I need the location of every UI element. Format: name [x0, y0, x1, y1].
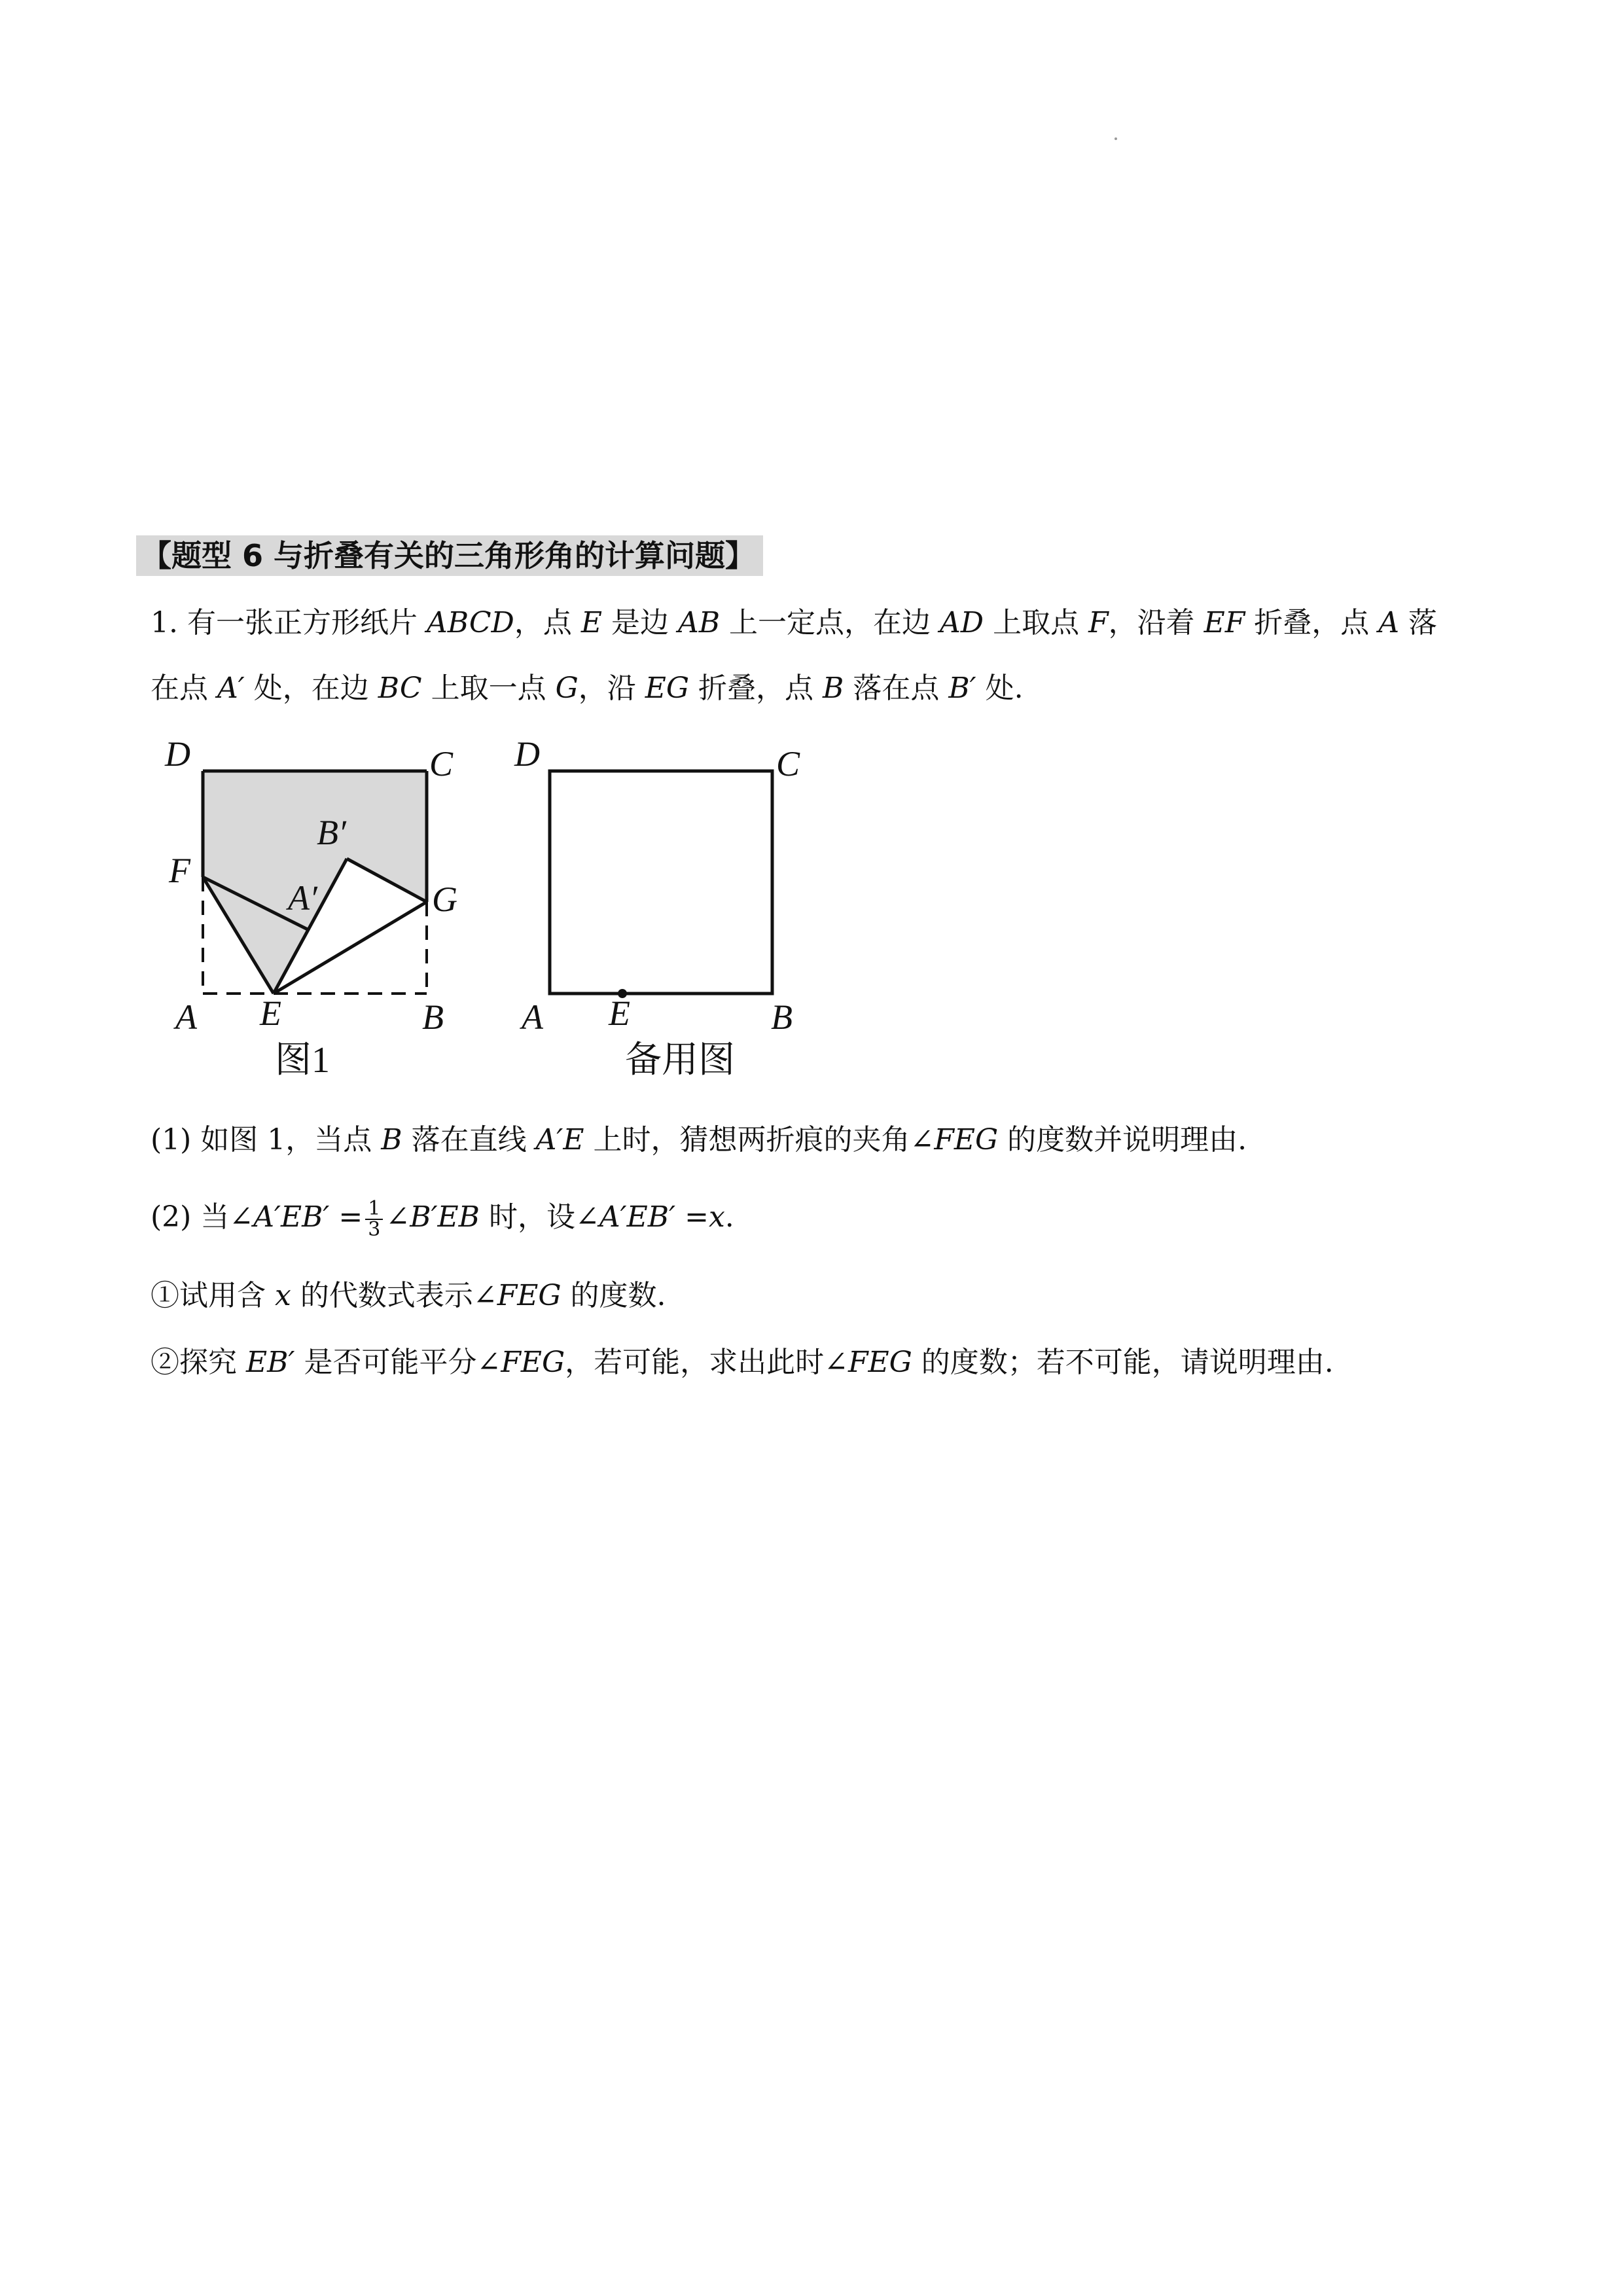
text: 1. 有一张正方形纸片	[151, 606, 427, 639]
text: 处，在边	[244, 672, 378, 705]
text: 上一定点，在边	[720, 606, 940, 639]
caption-figure-2: 备用图	[625, 1040, 735, 1081]
math: B	[381, 1123, 402, 1157]
text: ，点	[514, 606, 581, 639]
math: B′	[948, 672, 976, 705]
text: =	[329, 1200, 363, 1234]
math: A′E	[535, 1123, 584, 1157]
label-e: E	[609, 994, 630, 1033]
math: FEG	[501, 1346, 565, 1379]
text: 是边	[601, 606, 678, 639]
square-abcd	[550, 771, 772, 994]
math: AD	[940, 606, 984, 639]
math: A′EB′	[599, 1200, 676, 1234]
math: EF	[1204, 606, 1245, 639]
math: x	[275, 1279, 291, 1312]
label-a: A	[175, 997, 197, 1037]
math: A	[1378, 606, 1400, 639]
math: A′	[217, 672, 245, 705]
math: B	[822, 672, 844, 705]
text: 上取点	[984, 606, 1089, 639]
label-b: B	[422, 997, 444, 1037]
text: 落在点	[844, 672, 949, 705]
math: ABCD	[426, 606, 514, 639]
fraction-denominator: 3	[368, 1217, 381, 1241]
text: =	[675, 1200, 709, 1234]
math: B′EB	[410, 1200, 480, 1234]
label-e: E	[260, 994, 281, 1033]
label-d: D	[165, 734, 190, 774]
text: 折叠，点	[689, 672, 823, 705]
math: EB′	[246, 1346, 295, 1379]
figure-1	[164, 734, 457, 1081]
label-a: A	[522, 997, 543, 1037]
math: EG	[645, 672, 689, 705]
text: 折叠，点	[1245, 606, 1379, 639]
text: ，沿	[578, 672, 645, 705]
label-g: G	[432, 880, 457, 919]
math: A′EB′	[253, 1200, 330, 1234]
text: 落	[1399, 606, 1438, 639]
math: F	[1088, 606, 1109, 639]
math: AB	[677, 606, 721, 639]
text: 是否可能平分∠	[294, 1346, 501, 1379]
text: ②探究	[151, 1346, 246, 1379]
text: ，若可能，求出此时∠	[565, 1346, 848, 1379]
text: (2) 当∠	[151, 1200, 254, 1234]
text: 时，设∠	[480, 1200, 599, 1234]
label-f: F	[169, 851, 190, 890]
fraction-numerator: 1	[365, 1199, 383, 1220]
text: 的代数式表示∠	[291, 1279, 497, 1312]
math: BC	[378, 672, 422, 705]
label-c: C	[776, 744, 800, 783]
text: 处.	[976, 672, 1024, 705]
fraction-one-third	[365, 1196, 383, 1241]
text: 上取一点	[421, 672, 556, 705]
question-2	[151, 1198, 734, 1240]
text: ①试用含	[151, 1279, 275, 1312]
math: FEG	[934, 1123, 999, 1157]
question-1	[151, 1121, 1247, 1160]
label-b-prime: B′	[317, 813, 346, 852]
math: E	[580, 606, 602, 639]
text: 的度数.	[561, 1279, 666, 1312]
label-d: D	[514, 734, 540, 774]
label-a-prime: A′	[288, 878, 317, 918]
label-b: B	[771, 997, 793, 1037]
math: x	[708, 1200, 725, 1234]
section-title: 【题型 6 与折叠有关的三角形角的计算问题】	[136, 535, 763, 576]
math: FEG	[847, 1346, 912, 1379]
text: 在点	[151, 672, 217, 705]
label-c: C	[429, 744, 454, 783]
text: ∠	[385, 1200, 410, 1234]
text: ，沿着	[1108, 606, 1204, 639]
question-2-part-2	[151, 1343, 1334, 1382]
math: FEG	[497, 1279, 562, 1312]
question-2-part-1	[151, 1276, 666, 1316]
text: 落在直线	[402, 1123, 536, 1157]
math: G	[555, 672, 579, 705]
figure-2	[514, 734, 800, 1081]
text: (1) 如图 1，当点	[151, 1123, 382, 1157]
caption-figure-1: 图1	[275, 1040, 330, 1081]
text: 上时，猜想两折痕的夹角∠	[584, 1123, 935, 1157]
text: 的度数；若不可能，请说明理由.	[912, 1346, 1334, 1379]
text: .	[724, 1200, 734, 1234]
text: 的度数并说明理由.	[998, 1123, 1247, 1157]
